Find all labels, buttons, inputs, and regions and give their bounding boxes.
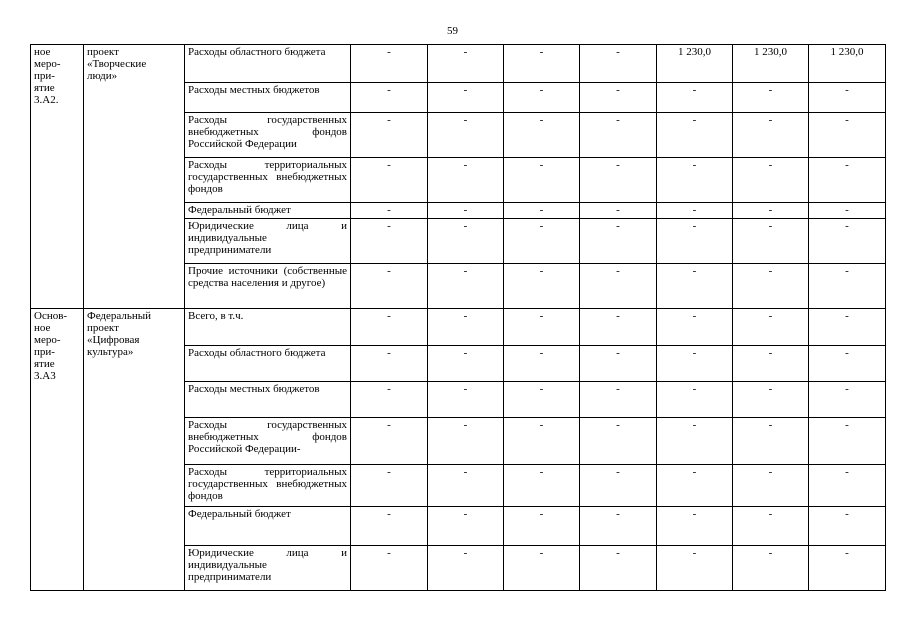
amount-cell: - [733, 83, 809, 113]
amount-cell: - [580, 158, 657, 203]
amount-cell: - [733, 465, 809, 507]
activity-code-cell: ное меро- при- ятие 3.А2. [31, 45, 84, 309]
project-name-cell: проект «Творческие люди» [84, 45, 185, 309]
amount-cell: - [580, 309, 657, 346]
amount-cell: - [657, 83, 733, 113]
amount-cell: - [657, 418, 733, 465]
funding-source-cell: Расходы областного бюджета [185, 346, 351, 382]
amount-cell: - [657, 309, 733, 346]
amount-cell: - [580, 264, 657, 309]
amount-cell: - [809, 264, 886, 309]
amount-cell: - [428, 264, 504, 309]
amount-cell: - [657, 113, 733, 158]
amount-cell: - [809, 546, 886, 591]
funding-source-cell: Юридические лица и индивидуальные предприниматели [185, 219, 351, 264]
amount-cell: - [504, 309, 580, 346]
amount-cell: - [657, 546, 733, 591]
funding-source-cell: Расходы территориальных государственных внебюджетных фондов [185, 158, 351, 203]
amount-cell: - [733, 219, 809, 264]
amount-cell: - [351, 83, 428, 113]
amount-cell: - [428, 83, 504, 113]
amount-cell: - [428, 465, 504, 507]
amount-cell: - [580, 382, 657, 418]
amount-cell: - [504, 203, 580, 219]
amount-cell: - [428, 507, 504, 546]
amount-cell: - [657, 465, 733, 507]
amount-cell: - [428, 382, 504, 418]
amount-cell: - [351, 309, 428, 346]
amount-cell: - [733, 418, 809, 465]
amount-cell: - [351, 113, 428, 158]
funding-source-cell: Расходы местных бюджетов [185, 382, 351, 418]
funding-source-cell: Расходы областного бюджета [185, 45, 351, 83]
amount-cell: - [580, 203, 657, 219]
amount-cell: - [733, 264, 809, 309]
page-number: 59 [447, 25, 458, 37]
funding-source-cell: Федеральный бюджет [185, 203, 351, 219]
table-row [31, 45, 886, 83]
amount-cell: - [809, 507, 886, 546]
amount-cell: - [504, 546, 580, 591]
amount-cell: - [809, 113, 886, 158]
amount-cell: - [428, 158, 504, 203]
funding-source-cell: Прочие источники (собственные средства населения и другое) [185, 264, 351, 309]
amount-cell: - [809, 465, 886, 507]
amount-cell: - [657, 382, 733, 418]
amount-cell: - [351, 382, 428, 418]
amount-cell: - [428, 546, 504, 591]
table-row [31, 309, 886, 346]
amount-cell: - [504, 346, 580, 382]
amount-cell: - [809, 346, 886, 382]
amount-cell: - [657, 219, 733, 264]
amount-cell: - [580, 465, 657, 507]
amount-cell: - [733, 158, 809, 203]
amount-cell: - [428, 45, 504, 83]
amount-cell: - [580, 219, 657, 264]
funding-source-cell: Расходы территориальных государственных внебюджетных фондов [185, 465, 351, 507]
amount-cell: - [428, 309, 504, 346]
amount-cell: - [504, 418, 580, 465]
amount-cell: - [351, 546, 428, 591]
amount-cell: - [428, 113, 504, 158]
funding-source-cell: Расходы государственных внебюджетных фондов Российской Федерации [185, 113, 351, 158]
amount-cell: - [657, 346, 733, 382]
amount-cell: - [809, 83, 886, 113]
activity-code-cell: Основ- ное меро- при- ятие 3.А3 [31, 309, 84, 591]
amount-cell: 1 230,0 [809, 45, 886, 83]
amount-cell: - [657, 203, 733, 219]
amount-cell: - [351, 418, 428, 465]
amount-cell: - [580, 546, 657, 591]
amount-cell: - [428, 418, 504, 465]
amount-cell: - [504, 465, 580, 507]
amount-cell: - [580, 83, 657, 113]
amount-cell: 1 230,0 [657, 45, 733, 83]
amount-cell: - [733, 309, 809, 346]
amount-cell: - [504, 507, 580, 546]
amount-cell: - [809, 309, 886, 346]
amount-cell: - [504, 382, 580, 418]
amount-cell: - [351, 158, 428, 203]
amount-cell: - [733, 546, 809, 591]
amount-cell: - [351, 346, 428, 382]
project-name-cell: Федеральный проект «Цифровая культура» [84, 309, 185, 591]
amount-cell: - [504, 83, 580, 113]
amount-cell: - [580, 507, 657, 546]
amount-cell: - [657, 158, 733, 203]
funding-source-cell: Всего, в т.ч. [185, 309, 351, 346]
funding-source-cell: Федеральный бюджет [185, 507, 351, 546]
amount-cell: - [580, 418, 657, 465]
amount-cell: - [809, 382, 886, 418]
amount-cell: - [351, 45, 428, 83]
amount-cell: 1 230,0 [733, 45, 809, 83]
funding-source-cell: Расходы государственных внебюджетных фондов Российской Федерации- [185, 418, 351, 465]
amount-cell: - [351, 507, 428, 546]
amount-cell: - [657, 264, 733, 309]
amount-cell: - [504, 113, 580, 158]
amount-cell: - [428, 219, 504, 264]
amount-cell: - [351, 264, 428, 309]
amount-cell: - [657, 507, 733, 546]
amount-cell: - [351, 219, 428, 264]
amount-cell: - [733, 203, 809, 219]
amount-cell: - [809, 203, 886, 219]
amount-cell: - [504, 158, 580, 203]
amount-cell: - [580, 113, 657, 158]
amount-cell: - [504, 219, 580, 264]
amount-cell: - [809, 418, 886, 465]
amount-cell: - [580, 45, 657, 83]
amount-cell: - [504, 45, 580, 83]
amount-cell: - [809, 219, 886, 264]
amount-cell: - [733, 113, 809, 158]
amount-cell: - [428, 203, 504, 219]
amount-cell: - [504, 264, 580, 309]
amount-cell: - [580, 346, 657, 382]
funding-source-cell: Расходы местных бюджетов [185, 83, 351, 113]
amount-cell: - [733, 346, 809, 382]
amount-cell: - [351, 203, 428, 219]
amount-cell: - [428, 346, 504, 382]
funding-source-cell: Юридические лица и индивидуальные предприниматели [185, 546, 351, 591]
budget-table [30, 44, 886, 591]
amount-cell: - [733, 382, 809, 418]
amount-cell: - [351, 465, 428, 507]
amount-cell: - [733, 507, 809, 546]
amount-cell: - [809, 158, 886, 203]
